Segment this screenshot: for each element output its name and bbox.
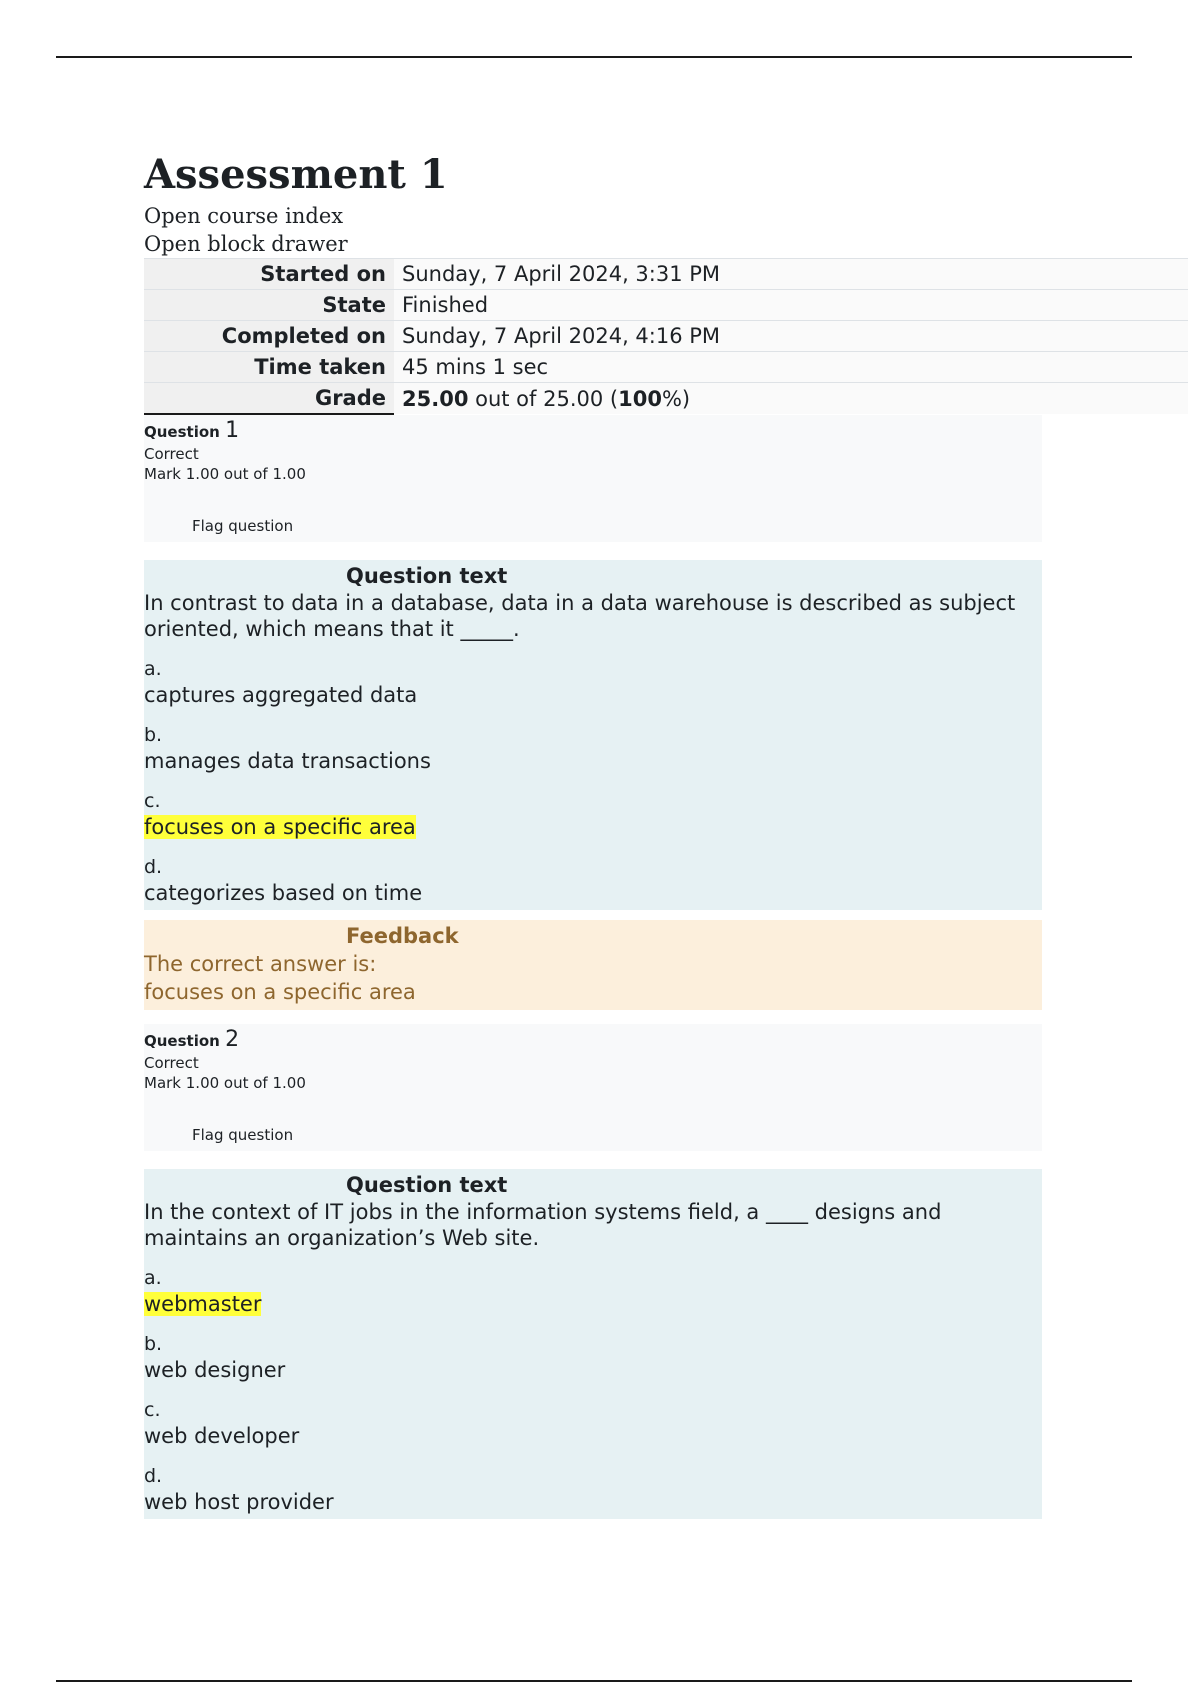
summary-value: Sunday, 7 April 2024, 4:16 PM [394,321,1188,352]
answer-option[interactable] [144,1397,1042,1449]
attempt-summary-table [144,258,1188,415]
option-label: webmaster [144,1292,262,1316]
summary-row-time-taken [144,352,1188,383]
option-label: captures aggregated data [144,683,418,707]
option-letter: b. [144,1333,163,1355]
question-text-heading: Question text [346,564,508,588]
top-rule [56,56,1132,58]
question-2 [144,1024,1184,1519]
option-letter: a. [144,1267,162,1289]
question-feedback [144,920,1042,1010]
question-prefix: Question [144,423,220,441]
answer-option[interactable] [144,722,1042,774]
question-info [144,415,1042,542]
question-number [144,419,1042,444]
grade-points: 25.00 [402,386,469,411]
correct-answer-intro: The correct answer is: [144,952,377,976]
question-1 [144,415,1184,1010]
answer-option[interactable] [144,1463,1042,1515]
option-text [144,682,1042,708]
summary-value: Finished [394,290,1188,321]
option-label: web host provider [144,1490,334,1514]
summary-value: 45 mins 1 sec [394,352,1188,383]
summary-label: Completed on [144,321,394,352]
question-state: Correct [144,445,199,463]
option-label: web developer [144,1424,300,1448]
summary-row-grade [144,383,1188,415]
option-text [144,1489,1042,1515]
option-text [144,1357,1042,1383]
question-prefix: Question [144,1032,220,1050]
open-block-drawer-link[interactable]: Open block drawer [144,232,348,256]
option-text [144,1423,1042,1449]
answer-option[interactable] [144,854,1042,906]
grade-out-of: out of 25.00 ( [468,386,619,411]
summary-value: Sunday, 7 April 2024, 3:31 PM [394,259,1188,290]
option-label: categorizes based on time [144,881,423,905]
grade-close: %) [661,386,691,411]
quiz-review-page [144,140,1184,1519]
answer-option[interactable] [144,656,1042,708]
question-formulation [144,1169,1042,1519]
option-text [144,880,1042,906]
option-letter: c. [144,790,161,812]
summary-label: Time taken [144,352,394,383]
grade-percent: 100 [618,386,662,411]
summary-row-state [144,290,1188,321]
option-label: web designer [144,1358,286,1382]
question-number-value: 2 [225,1027,240,1052]
question-number [144,1028,1042,1053]
option-letter: d. [144,1465,163,1487]
grade-value [394,383,1188,415]
correct-answer: focuses on a specific area [144,980,416,1004]
question-state: Correct [144,1054,199,1072]
question-mark: Mark 1.00 out of 1.00 [144,465,306,483]
option-text [144,814,1042,840]
answer-options [144,656,1042,906]
question-number-value: 1 [225,418,240,443]
option-label: manages data transactions [144,749,431,773]
answer-options [144,1265,1042,1515]
summary-row-started [144,259,1188,290]
option-letter: a. [144,658,162,680]
question-text: In contrast to data in a database, data in a data warehouse is described as subject oriented, which means that it _____. [144,591,1016,641]
question-formulation [144,560,1042,910]
answer-option[interactable] [144,1331,1042,1383]
summary-label: State [144,290,394,321]
question-info [144,1024,1042,1151]
option-text [144,748,1042,774]
feedback-heading: Feedback [346,924,459,948]
question-text: In the context of IT jobs in the information systems field, a ____ designs and maintains an organization’s Web site. [144,1200,942,1250]
answer-option-selected[interactable] [144,1265,1042,1317]
summary-row-completed [144,321,1188,352]
flag-question-button[interactable]: Flag question [192,517,294,535]
question-text-heading: Question text [346,1173,508,1197]
option-text [144,1291,1042,1317]
summary-label: Grade [144,383,394,415]
open-course-index-link[interactable]: Open course index [144,204,344,228]
bottom-rule [56,1680,1132,1682]
flag-question-button[interactable]: Flag question [192,1126,294,1144]
answer-option-selected[interactable] [144,788,1042,840]
page-title: Assessment 1 [144,151,448,198]
option-letter: c. [144,1399,161,1421]
question-mark: Mark 1.00 out of 1.00 [144,1074,306,1092]
option-letter: d. [144,856,163,878]
option-label: focuses on a specific area [144,815,416,839]
option-letter: b. [144,724,163,746]
summary-label: Started on [144,259,394,290]
